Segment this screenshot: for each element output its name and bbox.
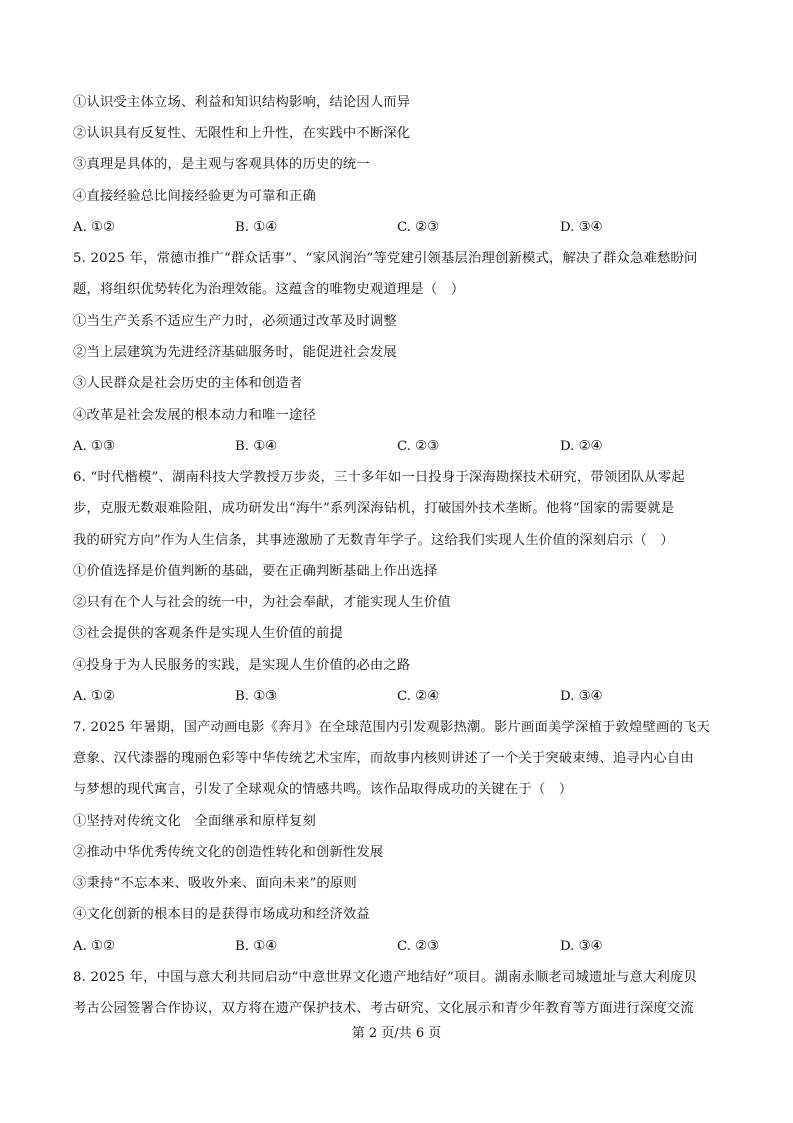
option-d: D. ③④: [560, 939, 603, 954]
q8-stem-line-1: 8. 2025 年，中国与意大利共同启动“中意世界文化遗产地结好”项目。湖南永顺老司城遗址与意大利庞贝: [73, 970, 697, 985]
option-b: B. ①④: [235, 220, 278, 235]
q6-statement-3: ③社会提供的客观条件是实现人生价值的前提: [73, 626, 343, 641]
q6-stem-line-1: 6. “时代楷模”、湖南科技大学教授万步炎，三十多年如一日投身于深海勘探技术研究，带领团队从零起: [73, 470, 685, 485]
q6-statement-2: ②只有在个人与社会的统一中，为社会奉献，才能实现人生价值: [73, 595, 451, 610]
q7-statement-4: ④文化创新的根本目的是获得市场成功和经济效益: [73, 907, 370, 922]
q5-statement-1: ①当生产关系不适应生产力时，必须通过改革及时调整: [73, 314, 397, 329]
q7-stem-line-2: 意象、汉代漆器的瑰丽色彩等中华传统艺术宝库，而故事内核则讲述了一个关于突破束缚、追寻内心自由: [73, 751, 694, 766]
q5-stem-line-1: 5. 2025 年，常德市推广“群众话事”、“家风润治”等党建引领基层治理创新模式，解决了群众急难愁盼问: [73, 251, 698, 266]
option-c: C. ②③: [397, 439, 439, 454]
q7-statement-2: ②推动中华优秀传统文化的创造性转化和创新性发展: [73, 845, 384, 860]
q5-statement-2: ②当上层建筑为先进经济基础服务时，能促进社会发展: [73, 345, 397, 360]
option-d: D. ③④: [560, 220, 603, 235]
option-b: B. ①④: [235, 439, 278, 454]
q7-statement-3: ③秉持“不忘本来、吸收外来、面向未来”的原则: [73, 876, 357, 891]
option-d: D. ②④: [560, 439, 603, 454]
q6-answer-options: [73, 687, 723, 707]
q8-stem-line-2: 考古公园签署合作协议，双方将在遗产保护技术、考古研究、文化展示和青少年教育等方面进行深度交流: [73, 1001, 694, 1016]
q5-statement-3: ③人民群众是社会历史的主体和创造者: [73, 376, 303, 391]
q5-statement-4: ④改革是社会发展的根本动力和唯一途径: [73, 408, 316, 423]
answer-options: [73, 218, 723, 238]
option-c: C. ②③: [397, 220, 439, 235]
statement-2: ②认识具有反复性、无限性和上升性，在实践中不断深化: [73, 126, 411, 141]
option-b: B. ①③: [235, 689, 278, 704]
option-d: D. ③④: [560, 689, 603, 704]
q7-answer-options: [73, 937, 723, 957]
option-a: A. ①②: [73, 220, 115, 235]
option-b: B. ①④: [235, 939, 278, 954]
option-c: C. ②④: [397, 689, 439, 704]
option-c: C. ②③: [397, 939, 439, 954]
statement-1: ①认识受主体立场、利益和知识结构影响，结论因人而异: [73, 95, 411, 110]
q6-stem-line-3: 我的研究方向”作为人生信条，其事迹激励了无数青年学子。这给我们实现人生价值的深刻启示（ ）: [73, 533, 674, 548]
q5-answer-options: [73, 437, 723, 457]
q5-stem-line-2: 题，将组织优势转化为治理效能。这蕴含的唯物史观道理是（ ）: [73, 282, 465, 297]
option-a: A. ①②: [73, 689, 115, 704]
q7-stem-line-3: 与梦想的现代寓言，引发了全球观众的情感共鸣。该作品取得成功的关键在于（ ）: [73, 782, 573, 797]
statement-3: ③真理是具体的，是主观与客观具体的历史的统一: [73, 157, 370, 172]
statement-4: ④直接经验总比间接经验更为可靠和正确: [73, 189, 316, 204]
q6-statement-4: ④投身于为人民服务的实践，是实现人生价值的必由之路: [73, 658, 411, 673]
q6-statement-1: ①价值选择是价值判断的基础，要在正确判断基础上作出选择: [73, 564, 438, 579]
q6-stem-line-2: 步，克服无数艰难险阻，成功研发出“海牛”系列深海钻机，打破国外技术垄断。他将“国家的需要就是: [73, 501, 675, 516]
q7-stem-line-1: 7. 2025 年暑期，国产动画电影《奔月》在全球范围内引发观影热潮。影片画面美学深植于敦煌壁画的飞天: [73, 720, 710, 735]
q7-statement-1: ①坚持对传统文化 全面继承和原样复刻: [73, 814, 316, 829]
option-a: A. ①③: [73, 439, 115, 454]
option-a: A. ①②: [73, 939, 115, 954]
page-number: 第 2 页/共 6 页: [351, 1026, 442, 1041]
